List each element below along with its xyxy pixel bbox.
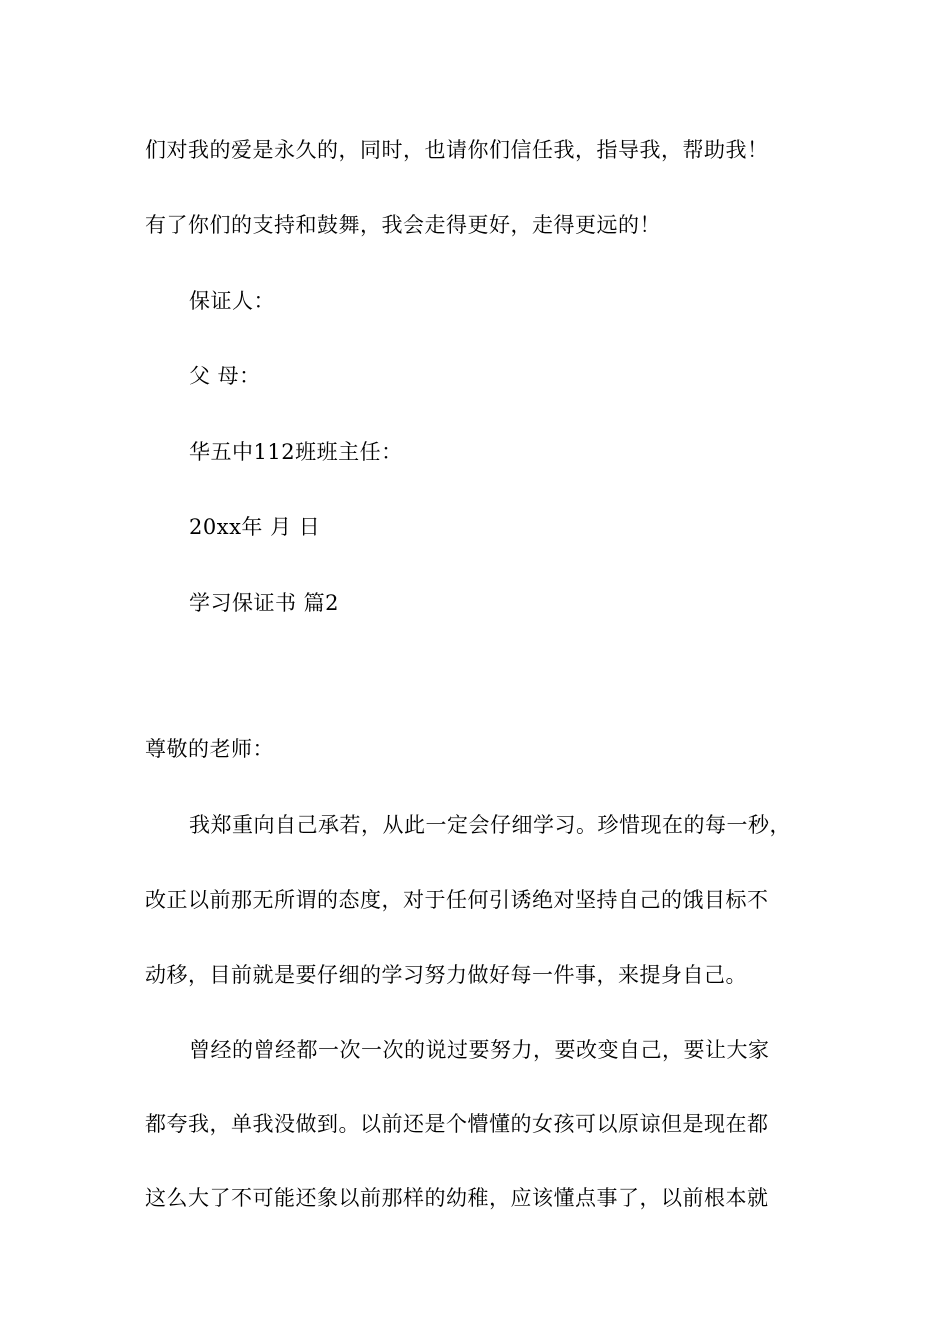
date-line: 20xx年 月 日 — [189, 515, 321, 539]
paragraph-line: 我郑重向自己承若，从此一定会仔细学习。珍惜现在的每一秒， — [189, 813, 791, 837]
paragraph-line: 改正以前那无所谓的态度，对于任何引诱绝对坚持自己的饿目标不 — [145, 888, 769, 912]
paragraph-line: 动移，目前就是要仔细的学习努力做好每一件事，来提身自己。 — [145, 963, 747, 987]
paragraph-line: 们对我的爱是永久的，同时，也请你们信任我，指导我，帮助我！ — [145, 138, 769, 162]
guarantor-label: 保证人： — [189, 289, 275, 313]
paragraph-line: 都夸我，单我没做到。以前还是个懵懂的女孩可以原谅但是现在都 — [145, 1112, 769, 1136]
section-title: 学习保证书 篇2 — [189, 591, 340, 615]
salutation: 尊敬的老师： — [145, 737, 274, 761]
paragraph-line: 这么大了不可能还象以前那样的幼稚，应该懂点事了，以前根本就 — [145, 1186, 769, 1210]
paragraph-line: 有了你们的支持和鼓舞，我会走得更好，走得更远的！ — [145, 213, 661, 237]
class-teacher-label: 华五中112班班主任： — [189, 440, 403, 464]
paragraph-line: 曾经的曾经都一次一次的说过要努力，要改变自己，要让大家 — [189, 1038, 770, 1062]
parents-label: 父 母： — [189, 364, 261, 388]
